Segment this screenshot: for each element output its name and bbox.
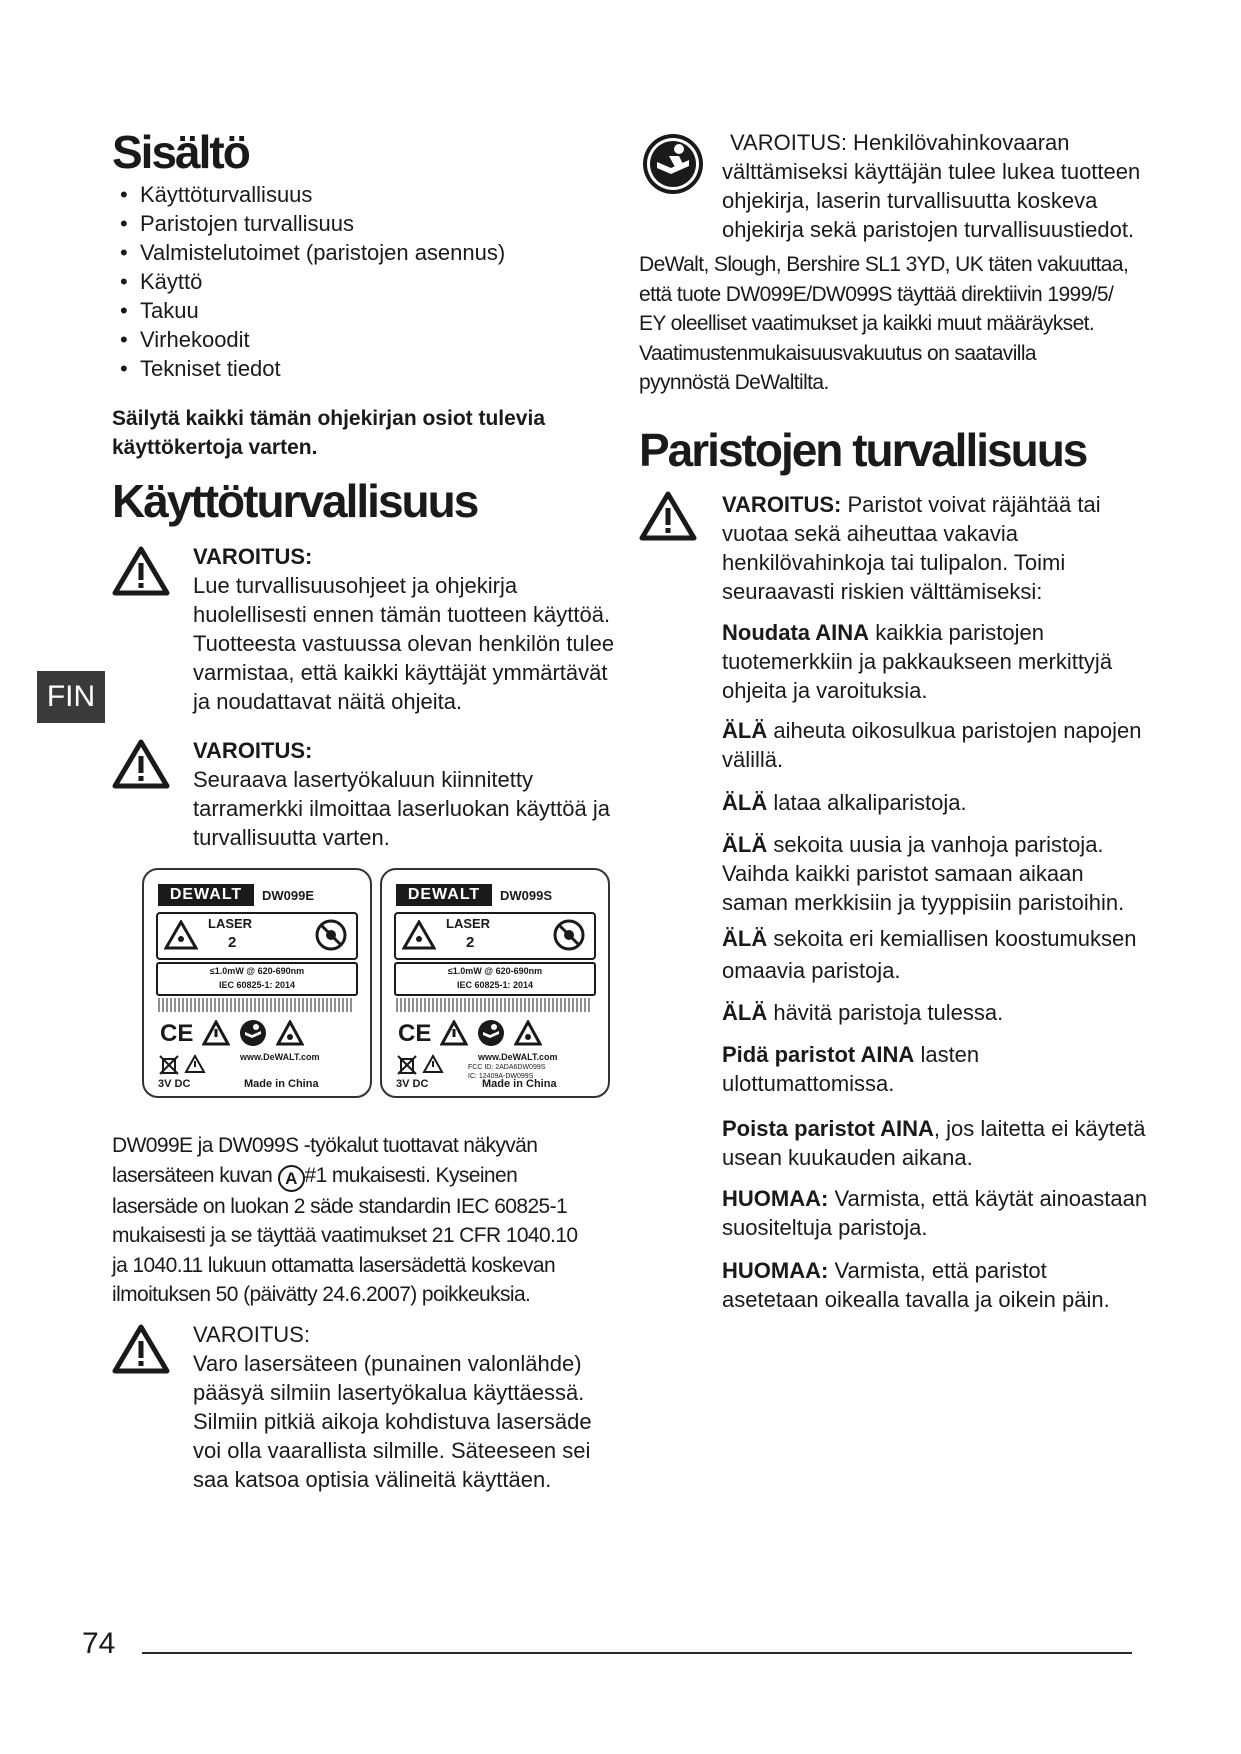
battery-rule [722, 830, 1162, 917]
battery-rule [722, 998, 1162, 1027]
laser-word: LASER [208, 916, 253, 931]
save-note-line: Säilytä kaikki tämän ohjekirjan osiot tulevia [112, 407, 546, 430]
fcc-id: FCC ID: 2ADA6DW099S [468, 1064, 546, 1071]
battery-rule-text: lasten [914, 1042, 980, 1067]
no-stare-icon [314, 918, 348, 952]
save-note-line: käyttökertoja varten. [112, 436, 318, 459]
warning-3-line: Silmiin pitkiä aikoja kohdistuva lasersäde [193, 1409, 592, 1434]
language-tab: FIN [37, 671, 105, 723]
read-manual-icon [639, 130, 707, 198]
battery-rule-text: Varmista, että käytät ainoastaan [828, 1186, 1148, 1211]
battery-rule [722, 1040, 1162, 1098]
battery-rule-text: sekoita uusia ja vanhoja paristoja. [767, 832, 1104, 857]
battery-rule-text: hävitä paristoja tulessa. [767, 1000, 1004, 1025]
battery-title: Paristojen turvallisuus [639, 424, 1087, 476]
battery-rule-line [722, 716, 1162, 745]
weee-bin-icon [158, 1054, 180, 1076]
figure-a-marker-icon: A [278, 1165, 305, 1192]
warning-triangle-icon [422, 1054, 444, 1074]
country-of-origin: Made in China [482, 1078, 557, 1090]
battery-warning-text: Paristot voivat räjähtää tai [847, 492, 1101, 517]
warning-2-line: tarramerkki ilmoittaa laserluokan käyttöä ja [193, 796, 610, 821]
battery-rule-text: Varmista, että paristot [828, 1258, 1047, 1283]
warning-3-line: Varo lasersäteen (punainen valonlähde) [193, 1351, 582, 1376]
contents-item: • Tekniset tiedot [120, 354, 505, 383]
laser-spec-box [156, 962, 358, 996]
contents-item: • Käyttöturvallisuus [120, 180, 505, 209]
warning-triangle-icon [112, 1323, 170, 1375]
battery-rule-text: aiheuta oikosulkua paristojen napojen [767, 718, 1142, 743]
laser-description [112, 1131, 577, 1310]
battery-rule-keyword: ÄLÄ [722, 1000, 768, 1025]
laser-hazard-icon [402, 920, 436, 950]
battery-rule-keyword: HUOMAA: [722, 1186, 829, 1211]
warning-1 [193, 542, 614, 716]
battery-rule-keyword: Pidä paristot AINA [722, 1042, 915, 1067]
battery-rule-line: asetetaan oikealla tavalla ja oikein päin. [722, 1287, 1110, 1312]
warning-1-line: Tuotteesta vastuussa olevan henkilön tulee [193, 631, 615, 656]
warning-3-line: pääsyä silmiin lasertyökalua käyttäessä. [193, 1380, 585, 1405]
description-text: #1 mukaisesti. Kyseinen [304, 1163, 518, 1187]
battery-rule-line [722, 830, 1162, 859]
contents-item: • Käyttö [120, 267, 505, 296]
description-line: mukaisesti ja se täyttää vaatimukset 21 CFR 1040.10 [112, 1224, 578, 1247]
declaration-line: Vaatimustenmukaisuusvakuutus on saatavilla [639, 341, 1036, 365]
battery-rule [722, 924, 1162, 985]
warning-3 [193, 1320, 592, 1494]
description-line [112, 1161, 577, 1192]
ic-id: IC: 12409A-DW099S [468, 1073, 534, 1080]
warning-1-line: huolellisesti ennen tämän tuotteen käyttöä. [193, 602, 611, 627]
battery-rule-keyword: Poista paristot AINA [722, 1116, 934, 1141]
read-manual-line: välttämiseksi käyttäjän tulee lukea tuotteen [722, 159, 1141, 184]
battery-rule-line [722, 1040, 1162, 1069]
battery-rule-line: usean kuukauden aikana. [722, 1145, 973, 1170]
battery-rule-line: omaavia paristoja. [722, 958, 901, 983]
laser-warning-label [142, 868, 372, 1098]
safety-title: Käyttöturvallisuus [112, 475, 478, 527]
laser-class: 2 [228, 934, 237, 951]
declaration-line: DeWalt, Slough, Bershire SL1 3YD, UK täten vakuuttaa, [639, 253, 1129, 276]
contents-item: • Takuu [120, 296, 505, 325]
weee-bin-icon [396, 1054, 418, 1076]
battery-rule-line [722, 1256, 1162, 1285]
battery-rule-keyword: ÄLÄ [722, 790, 768, 815]
battery-warning-head: VAROITUS: [722, 492, 842, 517]
laser-warning-label [380, 868, 610, 1098]
laser-spec: ≤1.0mW @ 620-690nm [209, 966, 305, 976]
warning-2-head: VAROITUS: [193, 738, 313, 763]
model-code: DW099S [500, 888, 553, 903]
fine-print [396, 998, 592, 1012]
read-manual-line: ohjekirja, laserin turvallisuutta koskeva [722, 188, 1098, 213]
contents-item: • Paristojen turvallisuus [120, 209, 505, 238]
warning-1-head: VAROITUS: [193, 544, 313, 569]
country-of-origin: Made in China [244, 1078, 319, 1090]
warning-triangle-icon [440, 1020, 468, 1046]
warning-3-line: saa katsoa optisia välineitä käyttäen. [193, 1467, 552, 1492]
contents-item: • Valmistelutoimet (paristojen asennus) [120, 238, 505, 267]
laser-class: 2 [466, 934, 475, 951]
web-address: www.DeWALT.com [240, 1052, 320, 1062]
battery-rule-line: tuotemerkkiin ja pakkaukseen merkittyjä [722, 649, 1113, 674]
battery-rule-line: välillä. [722, 747, 784, 772]
laser-hazard-icon [514, 1020, 542, 1046]
contents-title: Sisältö [112, 126, 249, 178]
laser-spec: IEC 60825-1: 2014 [456, 980, 534, 990]
battery-rule-line [722, 924, 1162, 953]
declaration [639, 250, 1128, 398]
battery-warning-line: seuraavasti riskien välttämiseksi: [722, 579, 1043, 604]
battery-rule-keyword: ÄLÄ [722, 832, 768, 857]
ce-mark: CE [398, 1020, 432, 1047]
battery-rule [722, 1256, 1162, 1314]
warning-3-line: voi olla vaarallista silmille. Säteeseen sei [193, 1438, 591, 1463]
battery-rule-keyword: Noudata AINA [722, 620, 870, 645]
battery-rule [722, 1114, 1162, 1172]
battery-rule [722, 788, 1162, 817]
warning-triangle-icon [112, 738, 170, 790]
battery-rule-keyword: ÄLÄ [722, 926, 768, 951]
warning-3-head: VAROITUS: [193, 1322, 310, 1347]
web-address: www.DeWALT.com [478, 1052, 558, 1062]
declaration-line: että tuote DW099E/DW099S täyttää direktiivin 1999/5/ [639, 282, 1114, 306]
battery-rule-line [722, 1184, 1162, 1213]
battery-rule-text: lataa alkaliparistoja. [767, 790, 967, 815]
brand-logo: DEWALT [396, 884, 492, 906]
warning-triangle-icon [639, 490, 697, 542]
laser-class-box [394, 912, 596, 960]
contents-item: • Virhekoodit [120, 325, 505, 354]
no-stare-icon [552, 918, 586, 952]
declaration-line: EY oleelliset vaatimukset ja kaikki muut määräykset. [639, 312, 1095, 335]
battery-rule-line [722, 998, 1162, 1027]
laser-spec: ≤1.0mW @ 620-690nm [447, 966, 543, 976]
description-line: ja 1040.11 lukuun ottamatta lasersädettä koskevan [112, 1253, 556, 1277]
warning-triangle-icon [202, 1020, 230, 1046]
power-rating: 3V DC [396, 1078, 429, 1090]
read-manual-icon [476, 1018, 506, 1048]
battery-rule-line: suositeltuja paristoja. [722, 1215, 928, 1240]
laser-spec: IEC 60825-1: 2014 [218, 980, 296, 990]
power-rating: 3V DC [158, 1078, 191, 1090]
page-number: 74 [82, 1627, 116, 1660]
battery-rule [722, 716, 1162, 774]
declaration-line: pyynnöstä DeWaltilta. [639, 371, 829, 394]
battery-rule [722, 618, 1162, 705]
battery-warning [722, 490, 1101, 606]
warning-triangle-icon [112, 545, 170, 597]
laser-hazard-icon [276, 1020, 304, 1046]
fine-print [158, 998, 354, 1012]
battery-rule-text: kaikkia paristojen [869, 620, 1044, 645]
laser-word: LASER [446, 916, 491, 931]
save-note [112, 404, 545, 462]
warning-triangle-icon [184, 1054, 206, 1074]
warning-2-line: Seuraava lasertyökaluun kiinnitetty [193, 767, 533, 792]
read-manual-line: ohjekirja sekä paristojen turvallisuustiedot. [722, 217, 1135, 242]
footer-rule [142, 1652, 1132, 1654]
battery-rule-line [722, 788, 1162, 817]
battery-rule-keyword: HUOMAA: [722, 1258, 829, 1283]
warning-1-line: Lue turvallisuusohjeet ja ohjekirja [193, 573, 518, 598]
battery-rule-line: ulottumattomissa. [722, 1071, 895, 1096]
battery-warning-line: vuotaa sekä aiheuttaa vakavia [722, 521, 1018, 546]
warning-1-line: varmistaa, että kaikki käyttäjät ymmärtävät [193, 660, 608, 685]
read-manual-warning [722, 128, 1140, 244]
battery-rule [722, 1184, 1162, 1242]
description-line: DW099E ja DW099S -työkalut tuottavat näkyvän [112, 1134, 538, 1157]
model-code: DW099E [262, 888, 315, 903]
read-manual-line: VAROITUS: Henkilövahinkovaaran [730, 130, 1070, 155]
warning-2 [193, 736, 610, 852]
brand-logo: DEWALT [158, 884, 254, 906]
ce-mark: CE [160, 1020, 194, 1047]
laser-hazard-icon [164, 920, 198, 950]
battery-rule-line: saman merkkisiin ja tyyppisiin paristoihin. [722, 890, 1125, 915]
battery-rule-line: Vaihda kaikki paristot samaan aikaan [722, 861, 1084, 886]
battery-rule-line [722, 1114, 1162, 1143]
laser-class-box [156, 912, 358, 960]
battery-warning-line: henkilövahinkoja tai tulipalon. Toimi [722, 550, 1066, 575]
read-manual-icon [238, 1018, 268, 1048]
description-text: lasersäteen kuvan [112, 1163, 273, 1187]
battery-rule-keyword: ÄLÄ [722, 718, 768, 743]
description-line: lasersäde on luokan 2 säde standardin IEC 60825-1 [112, 1194, 568, 1218]
warning-2-line: turvallisuutta varten. [193, 825, 390, 850]
laser-spec-box [394, 962, 596, 996]
description-line: ilmoituksen 50 (päivätty 24.6.2007) poikkeuksia. [112, 1283, 531, 1306]
battery-rule-text: sekoita eri kemiallisen koostumuksen [767, 926, 1137, 951]
battery-rule-line: ohjeita ja varoituksia. [722, 678, 928, 703]
battery-warning-line [722, 490, 1101, 519]
contents-list [120, 180, 505, 383]
battery-rule-text: , jos laitetta ei käytetä [933, 1116, 1146, 1141]
battery-rule-line [722, 618, 1162, 647]
warning-1-line: ja noudattavat näitä ohjeita. [193, 689, 463, 714]
